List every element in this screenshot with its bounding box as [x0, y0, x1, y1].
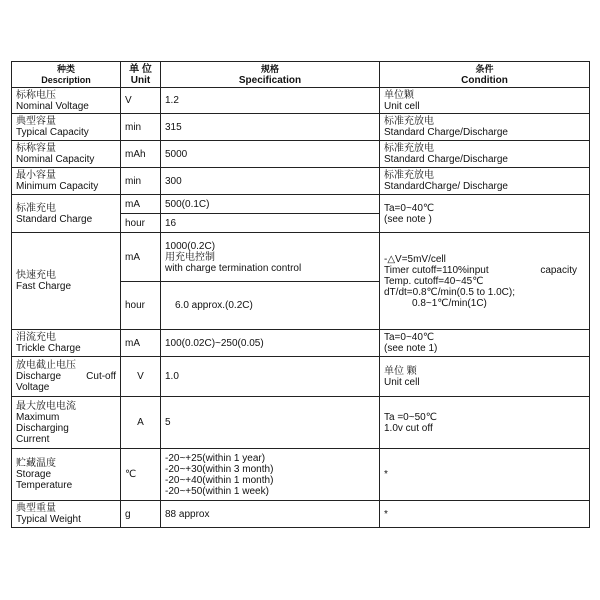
- row-unit: min: [121, 114, 161, 141]
- row-condition: [380, 357, 590, 397]
- row-unit: V: [121, 357, 161, 397]
- description-en: Storage: [16, 469, 52, 480]
- description-en: Typical Weight: [16, 514, 81, 525]
- row-condition: [380, 114, 590, 141]
- condition-line: Unit cell: [384, 100, 420, 112]
- row-unit: mA: [121, 195, 161, 214]
- condition-line: 标准充放电: [384, 116, 434, 127]
- row-spec: 300: [161, 168, 380, 195]
- header-row: [12, 62, 590, 88]
- description-en: Standard Charge: [16, 213, 93, 225]
- row-condition: [380, 397, 590, 449]
- description-cn: 标称电压: [16, 89, 56, 101]
- table-row: [12, 195, 590, 214]
- row-spec: 5: [161, 397, 380, 449]
- spec-line: -20~+30(within 3 month): [165, 463, 274, 475]
- description-en: Typical Capacity: [16, 127, 89, 138]
- row-unit: hour: [121, 282, 161, 330]
- row-unit: mAh: [121, 141, 161, 168]
- header-description-cn: 种类: [56, 63, 75, 74]
- header-specification-en: Specification: [238, 74, 302, 86]
- row-description: [12, 330, 121, 357]
- header-description: [12, 62, 121, 88]
- table-row: [12, 501, 590, 528]
- row-unit: mA: [121, 233, 161, 282]
- condition-text: Timer cutoff=110%input: [384, 264, 489, 276]
- row-spec: 88 approx: [161, 501, 380, 528]
- condition-line: [384, 265, 585, 276]
- description-en: Maximum: [16, 411, 60, 423]
- spec-line: 用充电控制: [165, 251, 215, 263]
- condition-line: Temp. cutoff=40~45℃: [384, 275, 484, 287]
- condition-line: Ta=0~40℃: [384, 332, 435, 343]
- condition-line: Ta=0~40℃: [384, 202, 435, 214]
- condition-line: 0.8~1℃/min(1C): [412, 297, 487, 309]
- description-cn: 标准充电: [16, 202, 56, 214]
- condition-line: 标准充放电: [384, 170, 434, 181]
- row-spec: 1.2: [161, 88, 380, 114]
- description-cn: 最小容量: [16, 170, 56, 181]
- table-row: [12, 357, 590, 397]
- description-en: Trickle Charge: [16, 343, 81, 354]
- row-spec: 1.0: [161, 357, 380, 397]
- row-description: [12, 88, 121, 114]
- description-cn: 标称容量: [16, 143, 56, 154]
- row-description: [12, 195, 121, 233]
- condition-line: Ta =0~50℃: [384, 411, 437, 423]
- header-condition-en: Condition: [461, 74, 508, 86]
- table-row: [12, 233, 590, 282]
- row-description: [12, 501, 121, 528]
- description-en: Discharging: [16, 422, 69, 434]
- condition-line: Unit cell: [384, 376, 420, 388]
- header-unit: [121, 62, 161, 88]
- description-en: Fast Charge: [16, 281, 72, 292]
- row-description: [12, 233, 121, 330]
- row-description: [12, 168, 121, 195]
- condition-line: (see note 1): [384, 343, 438, 354]
- condition-line: 标准充放电: [384, 143, 434, 154]
- header-specification: [161, 62, 380, 88]
- header-unit-cn: 单 位: [129, 63, 152, 75]
- header-condition-cn: 条件: [475, 63, 494, 74]
- row-condition: [380, 88, 590, 114]
- condition-line: 单位颗: [384, 89, 414, 101]
- condition-line: Standard Charge/Discharge: [384, 127, 508, 138]
- row-unit: hour: [121, 214, 161, 233]
- row-spec: [161, 233, 380, 282]
- description-cn: 涓流充电: [16, 332, 56, 343]
- condition-text: capacity: [540, 264, 577, 276]
- row-spec: 6.0 approx.(0.2C): [161, 282, 380, 330]
- row-condition: *: [380, 449, 590, 501]
- table-row: [12, 114, 590, 141]
- condition-line: (see note ): [384, 213, 432, 225]
- description-cn: 贮藏温度: [16, 458, 56, 469]
- description-text: Cut-off: [86, 371, 116, 382]
- header-specification-cn: 规格: [260, 63, 279, 74]
- row-description: [12, 397, 121, 449]
- description-en: Minimum Capacity: [16, 181, 99, 192]
- row-unit: mA: [121, 330, 161, 357]
- condition-line: 1.0v cut off: [384, 422, 433, 434]
- row-unit: V: [121, 88, 161, 114]
- row-unit: min: [121, 168, 161, 195]
- row-condition: [380, 168, 590, 195]
- spec-line: 1000(0.2C): [165, 240, 216, 252]
- description-cn: 典型容量: [16, 116, 56, 127]
- spec-line: -20~+40(within 1 month): [165, 474, 274, 486]
- condition-line: dT/dt=0.8℃/min(0.5 to 1.0C);: [384, 286, 516, 298]
- row-spec: 315: [161, 114, 380, 141]
- row-description: [12, 449, 121, 501]
- row-spec: [161, 449, 380, 501]
- table-row: [12, 330, 590, 357]
- row-description: [12, 141, 121, 168]
- condition-line: -△V=5mV/cell: [384, 253, 446, 265]
- row-description: [12, 357, 121, 397]
- spec-table: [11, 61, 590, 528]
- description-en: Current: [16, 433, 50, 445]
- description-en: [16, 371, 116, 382]
- row-description: [12, 114, 121, 141]
- spec-line: with charge termination control: [165, 262, 302, 274]
- condition-line: StandardCharge/ Discharge: [384, 181, 508, 192]
- row-spec: 500(0.1C): [161, 195, 380, 214]
- row-condition: [380, 330, 590, 357]
- row-condition: *: [380, 501, 590, 528]
- table-row: [12, 141, 590, 168]
- condition-line: 单位 颗: [384, 365, 417, 377]
- row-condition: [380, 233, 590, 330]
- description-en: Nominal Capacity: [16, 154, 95, 165]
- row-unit: g: [121, 501, 161, 528]
- row-unit: A: [121, 397, 161, 449]
- table-row: [12, 449, 590, 501]
- row-spec: 100(0.02C)~250(0.05): [161, 330, 380, 357]
- description-cn: 典型重量: [16, 503, 56, 514]
- spec-line: -20~+25(within 1 year): [165, 452, 266, 464]
- row-condition: [380, 141, 590, 168]
- row-spec: 16: [161, 214, 380, 233]
- header-unit-en: Unit: [130, 74, 151, 86]
- description-en: Temperature: [16, 480, 73, 491]
- condition-line: Standard Charge/Discharge: [384, 154, 508, 165]
- row-unit: ℃: [121, 449, 161, 501]
- header-condition: [380, 62, 590, 88]
- row-spec: 5000: [161, 141, 380, 168]
- description-cn: 快速充电: [16, 270, 56, 281]
- spec-line: -20~+50(within 1 week): [165, 485, 269, 497]
- row-condition: [380, 195, 590, 233]
- description-en: Nominal Voltage: [16, 100, 89, 112]
- description-en: Voltage: [16, 382, 50, 393]
- description-text: Discharge: [16, 371, 62, 382]
- description-cn: 放电截止电压: [16, 360, 76, 371]
- table-row: [12, 397, 590, 449]
- table-row: [12, 168, 590, 195]
- description-cn: 最大放电电流: [16, 400, 76, 412]
- header-description-en: Description: [41, 74, 91, 85]
- table-row: [12, 88, 590, 114]
